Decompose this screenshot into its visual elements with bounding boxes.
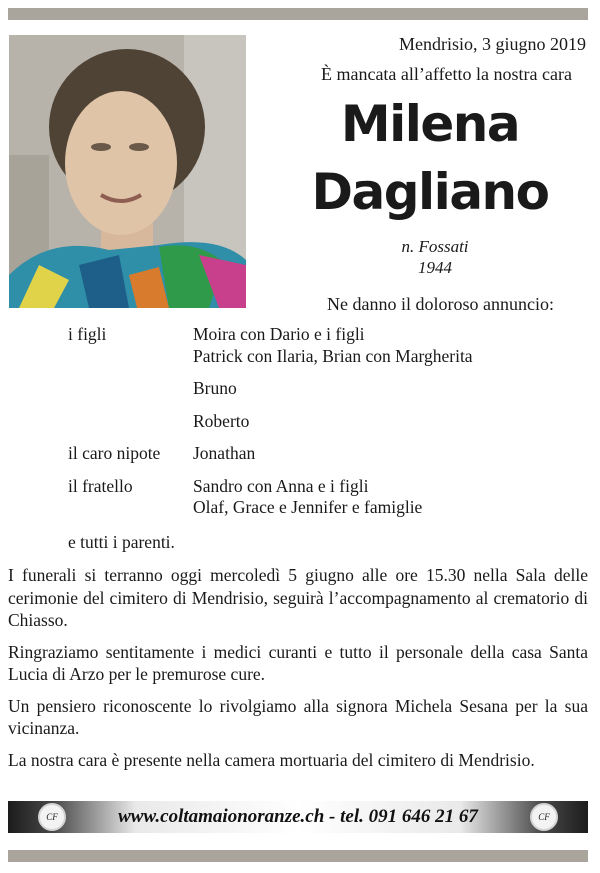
birth-year: 1944 bbox=[418, 258, 452, 277]
family-name-line: Olaf, Grace e Jennifer e famiglie bbox=[193, 497, 423, 517]
family-names bbox=[193, 411, 588, 433]
family-name-line: Moira con Dario e i figli bbox=[193, 324, 365, 344]
funeral-home-logo-icon: CF bbox=[38, 803, 66, 831]
family-name-line: Sandro con Anna e i figli bbox=[193, 475, 369, 496]
family-name-line: Patrick con Ilaria, Brian con Margherita bbox=[193, 345, 473, 366]
family-names bbox=[193, 324, 588, 367]
family-name-line: Roberto bbox=[193, 410, 250, 431]
family-tail: e tutti i parenti. bbox=[68, 532, 175, 552]
deceased-first-name: Milena bbox=[340, 95, 520, 153]
family-role: il caro nipote bbox=[68, 443, 161, 463]
footer-contact[interactable]: www.coltamaionoranze.ch - tel. 091 646 21 67 bbox=[118, 806, 478, 827]
funeral-home-logo-icon: CF bbox=[530, 803, 558, 831]
funeral-paragraph: I funerali si terranno oggi mercoledì 5 giugno alle ore 15.30 nella Sala delle cerimonie del cimitero di Mendrisio, seguirà l’accompagnamento al crematorio di Chiasso. bbox=[8, 565, 588, 630]
family-row bbox=[68, 324, 588, 367]
family-name-line: Jonathan bbox=[193, 443, 256, 463]
family-role bbox=[68, 411, 193, 433]
family-row bbox=[68, 443, 588, 465]
birth-info bbox=[380, 236, 490, 278]
family-names bbox=[193, 443, 588, 465]
top-divider-bar bbox=[8, 8, 588, 20]
dateline: Mendrisio, 3 giugno 2019 bbox=[399, 34, 586, 54]
viewing-paragraph: La nostra cara è presente nella camera mortuaria del cimitero di Mendrisio. bbox=[8, 749, 535, 770]
intro-line: È mancata all’affetto la nostra cara bbox=[320, 64, 572, 84]
family-row bbox=[68, 378, 588, 400]
footer-banner bbox=[8, 801, 588, 833]
family-names bbox=[193, 476, 588, 519]
family-row bbox=[68, 476, 588, 519]
announcement: Ne danno il doloroso annuncio: bbox=[327, 294, 554, 314]
family-role: il fratello bbox=[68, 475, 133, 496]
thanks-paragraph: Ringraziamo sentitamente i medici curanti e tutto il personale della casa Santa Lucia di Arzo per le premurose cure. bbox=[8, 641, 588, 684]
portrait-illustration bbox=[9, 35, 246, 308]
portrait-photo bbox=[9, 35, 246, 308]
gratitude-paragraph: Un pensiero riconoscente lo rivolgiamo alla signora Michela Sesana per la sua vicinanza. bbox=[8, 695, 588, 738]
notice-body bbox=[8, 564, 588, 780]
family-names bbox=[193, 378, 588, 400]
deceased-last-name: Dagliano bbox=[311, 163, 549, 221]
family-role: i figli bbox=[68, 324, 107, 344]
family-row bbox=[68, 411, 588, 433]
family-role bbox=[68, 378, 193, 400]
family-name-line: Bruno bbox=[193, 378, 237, 398]
family-list bbox=[68, 324, 588, 530]
birth-name: n. Fossati bbox=[401, 237, 469, 256]
bottom-divider-bar bbox=[8, 850, 588, 862]
